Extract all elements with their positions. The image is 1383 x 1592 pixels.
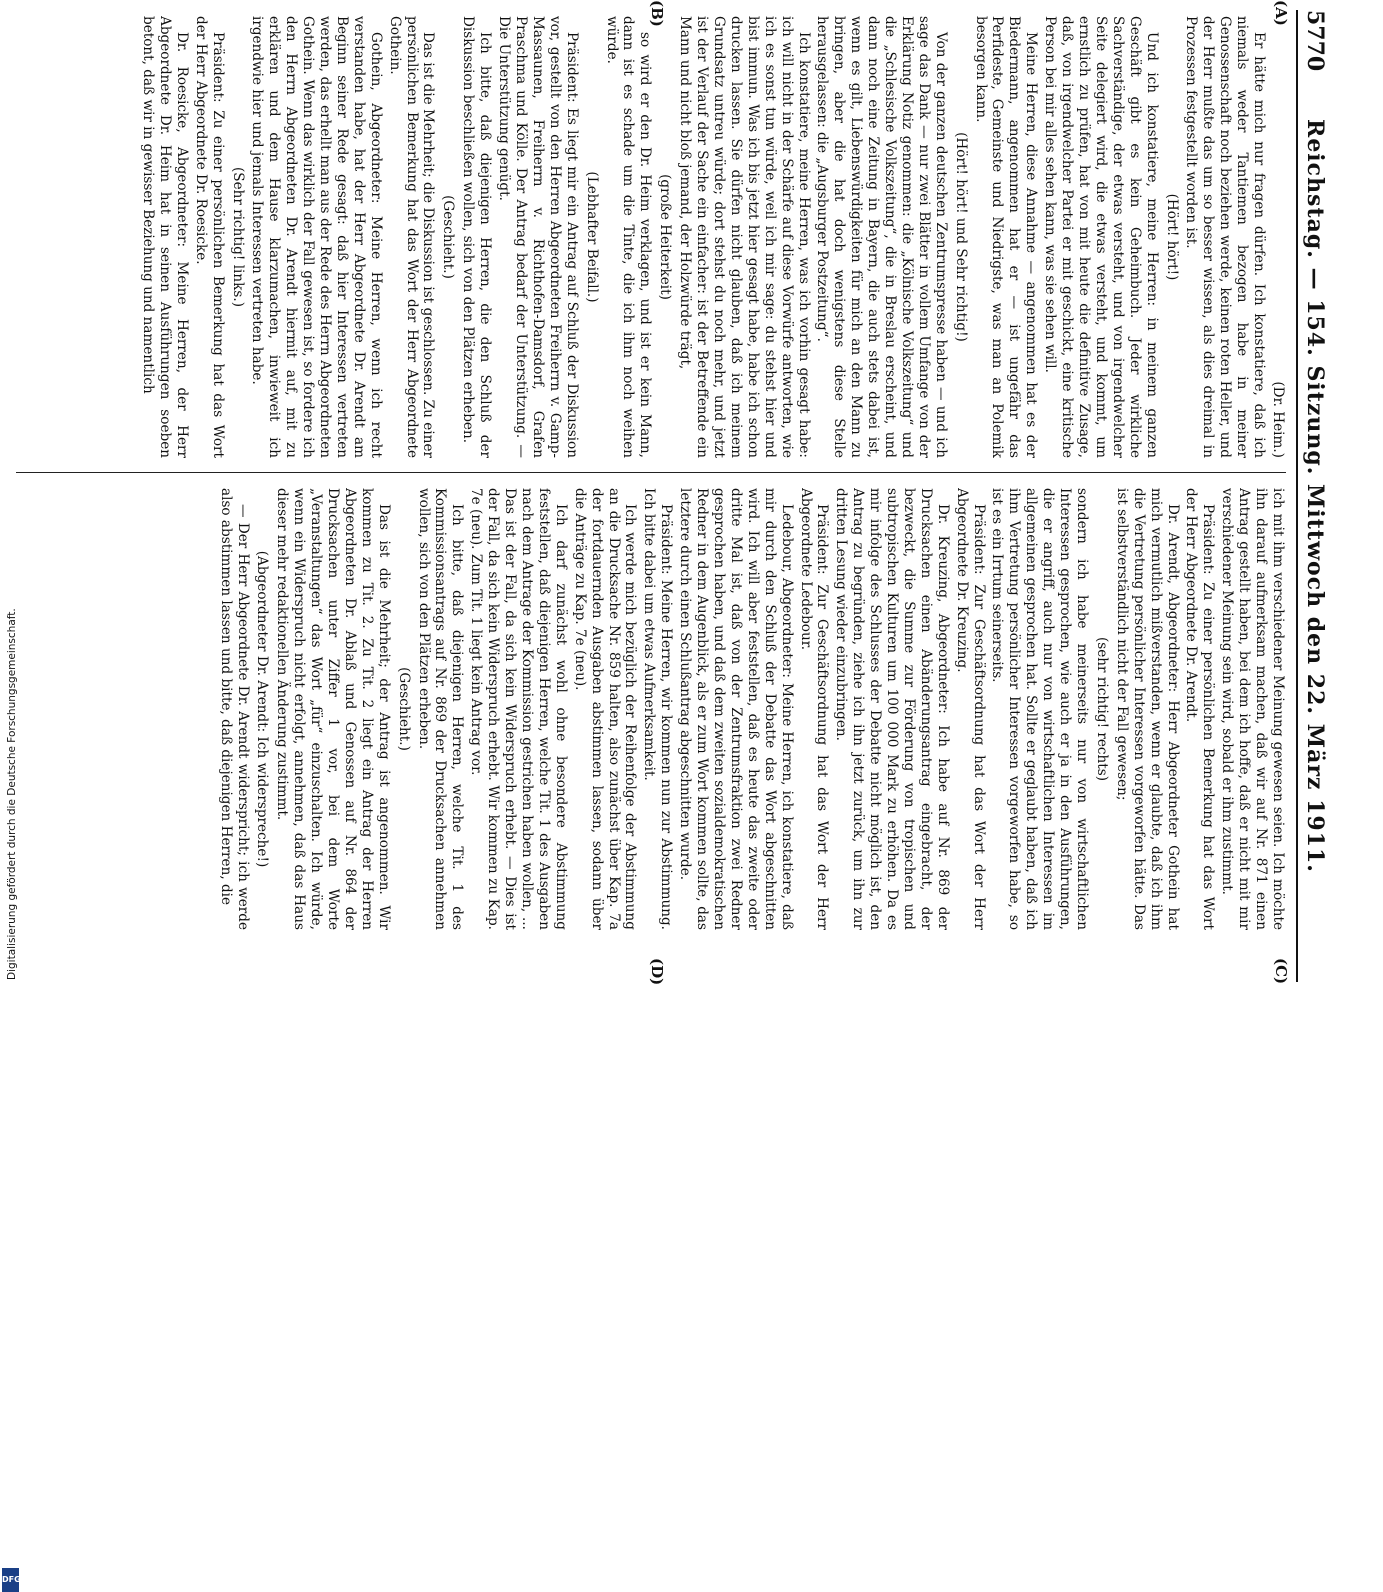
paragraph: Präsident: Zu einer persönlichen Bemerkung hat das Wort der Herr Abgeordnete Dr. Roesicke. [192, 16, 226, 458]
paragraph: Dr. Kreuzing, Abgeordneter: Ich habe auf Nr. 869 der Drucksachen einen Abänderungsantrag eingebracht, der bezweckt, die Summe zur Förderung von tropischen und subtropischen Kulturen um 100 000 Mark zu erhöhen. Da es mir infolge des Schlusses der Debatte nicht möglich ist, den Antrag zu begründen, ziehe ich ihn jetzt zurück, um ihn zur dritten Lesung wieder einzubringen. [833, 488, 951, 930]
digitization-credit [2, 600, 22, 1584]
paragraph: Dr. Roesicke, Abgeordneter: Meine Herren, der Herr Abgeordnete Dr. Heim hat in seinen Ausführungen soeben betont, daß wir in gewisser Beziehung und namentlich [140, 16, 190, 458]
interjection: (Geschieht.) [395, 667, 412, 751]
paragraph: Präsident: Zur Geschäftsordnung hat das Wort der Herr Abgeordnete Ledebour. [797, 488, 831, 930]
interjection: (Hört! hört!) [1163, 193, 1180, 281]
margin-marker-d: (D) [648, 958, 666, 986]
interjection: (große Heiterkeit) [657, 174, 674, 300]
paragraph: Und ich konstatiere, meine Herren: in meinem ganzen Geschäft gibt es kein Geheimbuch. Jeder wirkliche Sachverständige, der etwas versteht, und von irgendwelcher Seite delegiert wird, die etwas versteht, und kommt, um ernstlich zu prüfen, hat von mit heute die definitive Zusage, daß, von irgendwelcher Partei er mit geschickt, eine kritische Person bei mir alles sehen kann, was sie sehen will. [1042, 16, 1160, 458]
paragraph: Das ist die Mehrheit; die Diskussion ist geschlossen. Zu einer persönlichen Bemerkung hat das Wort der Herr Abgeordnete Gothein. [386, 16, 437, 458]
interjection: (Hört! hört! und Sehr richtig!) [952, 132, 969, 342]
paragraph: Ich konstatiere, meine Herren, was ich vorhin gesagt habe: ich will nicht in der Schärfe auf diese Vorwürfe antworten, wie ich es sonst tun würde, weil ich mir sage: du stehst hier und bist immun. Was ich bis jetzt hier gesagt habe, habe ich schon drucken lassen. Sie dürfen nicht glauben, daß ich meinem Grundsatz untreu würde; dort stehst du noch mehr, und jetzt ist der Verlauf der Sache ein einfacher: ist der Betreffende ein Mann und nicht bloß jemand, der Holzwürde trägt, [677, 16, 812, 458]
paragraph: Von der ganzen deutschen Zentrumspresse haben — und ich sage das Dank — nur zwei Blätter in vollem Umfange von der Erklärung Notiz genommen: die „Kölnische Volkszeitung“ und die „Schlesische Volkszeitung“, die in Breslau erscheint, und dann noch eine Zeitung in Bayern, die auch stets dabei ist, wenn es gilt, Liebenswürdigkeiten für mich an den Mann zu bringen, aber die hat doch wenigstens diese Stelle herausgelassen: die „Augsburger Postzeitung“. [814, 16, 949, 458]
paragraph: so wird er den Dr. Heim verklagen, und ist er kein Mann, dann ist es schade um die Tinte, die ich ihm noch weihen würde. [603, 16, 654, 458]
interjection: (sehr richtig! rechts) [1093, 636, 1110, 782]
paragraph: Präsident: Zu einer persönlichen Bemerkung hat das Wort der Herr Abgeordnete Dr. Arendt. [1183, 488, 1217, 930]
paragraph: Er hätte mich nur fragen dürfen. Ich konstatiere, daß ich niemals weder Tantiemen bezogen habe in meiner Genossenschaft noch beziehen werde, keinen roten Heller, und der Herr mußte das um so besser wissen, als dies dreimal in Prozessen festgestellt worden ist. [1183, 16, 1268, 458]
paragraph: Ich bitte, daß diejenigen Herren, welche Tit. 1 des Kommissionsantrags auf Nr. 869 der Drucksachen annehmen wollen, sich von den Plätzen erheben. [415, 488, 466, 930]
page-header [1296, 10, 1332, 982]
margin-marker-a: (A) [1272, 0, 1290, 26]
interjection: (Geschieht.) [440, 195, 457, 279]
margin-marker-b: (B) [648, 0, 666, 27]
dfg-logo: DFG [2, 1568, 19, 1592]
page-number: 5770 [1302, 10, 1328, 72]
paragraph: ich mit ihm verschiedener Meinung gewesen seien. Ich möchte ihn darauf aufmerksam machen, daß wir auf Nr. 871 einen Antrag gestellt haben, bei dem ich hoffe, daß er nicht mit mir verschiedener Meinung sein wird, sobald er ihm zustimmt. [1219, 488, 1286, 930]
interjection: (Lebhafter Beifall.) [583, 171, 600, 303]
margin-marker-c: (C) [1272, 958, 1290, 985]
paragraph: Ich darf zunächst wohl ohne besondere Abstimmung feststellen, daß diejenigen Herren, welche Tit. 1 des Ausgaben nach dem Antrage der Kommission gestrichen haben wollen, ... Das ist der Fall, da sich kein Widerspruch erhebt. — Dies ist der Fall, da sich kein Widerspruch erhebt. Wir kommen zu Kap. 7e (neu). Zum Tit. 1 liegt kein Antrag vor. [468, 488, 569, 930]
paragraph: — Der Herr Abgeordnete Dr. Arendt widerspricht; ich werde also abstimmen lassen und bitte, daß diejenigen Herren, die [217, 488, 251, 930]
paragraph: Präsident: Es liegt mir ein Antrag auf Schluß der Diskussion vor, gestellt von den Herren Abgeordneten Freiherrn v. Gamp-Massaunen, Freiherrn v. Richthofen-Damsdorf, Grafen Praschma und Kölle. Der Antrag bedarf der Unterstützung. — Die Unterstützung genügt. [496, 16, 580, 458]
paragraph: Ich werde mich bezüglich der Reihenfolge der Abstimmung an die Drucksache Nr. 859 halten, also zunächst über Kap. 7a der fortdauernden Ausgaben abstimmen lassen, sodann über die Anträge zu Kap. 7e (neu). [571, 488, 639, 930]
right-text-column [16, 488, 1286, 930]
credit-text: Digitalisierung gefördert durch die Deutsche Forschungsgemeinschaft. [6, 608, 18, 980]
left-text-column [16, 16, 1286, 458]
interjection: (Abgeordneter Dr. Arendt: Ich widerspreche!) [254, 550, 271, 868]
paragraph: sondern ich habe meinerseits nur von wirtschaftlichen Interessen gesprochen, wie auch er ja in den Ausführungen, die er angriff, auch nur von wirtschaftlichen Interessen im allgemeinen gesprochen hat. Sollte er geglaubt haben, daß ich ihm Vertretung persönlicher Interessen vorgeworfen habe, so ist es ein Irrtum seinerseits. [989, 488, 1091, 930]
paragraph: Ledebour, Abgeordneter: Meine Herren, ich konstatiere, daß mir durch den Schluß der Debatte das Wort abgeschnitten wird. Ich will aber feststellen, daß es heute das zweite oder dritte Mal ist, daß von der Zentrumsfraktion zwei Redner gesprochen haben, und daß dem zweiten sozialdemokratischen Redner in dem Augenblick, als er zum Wort kommen sollte, das letztere durch einen Schlußantrag abgeschnitten wurde. [677, 488, 795, 930]
paragraph: Meine Herren, diese Annahme — angenommen hat es der Biedermann, angenommen hat er — ist ungefähr das Perfideste, Gemeinste und Niedrigste, was man an Polemik besorgen kann. [972, 16, 1040, 458]
paragraph: Präsident: Meine Herren, wir kommen nun zur Abstimmung. Ich bitte dabei um etwas Aufmerksamkeit. [641, 488, 675, 930]
paragraph: Das ist die Mehrheit; der Antrag ist angenommen. Wir kommen zu Tit. 2. Zu Tit. 2 liegt ein Antrag der Herren Abgeordneten Dr. Ablaß und Genossen auf Nr. 864 der Drucksachen unter Ziffer 1 vor, bei dem Worte „Veranstaltungen“ das Wort „für“ einzuschalten. Ich würde, wenn ein Widerspruch nicht erfolgt, annehmen, daß das Haus dieser mehr redaktionellen Änderung zustimmt. [274, 488, 392, 930]
paragraph: (Dr. Heim.) [1270, 381, 1286, 458]
paragraph: Ich bitte, daß diejenigen Herren, die den Schluß der Diskussion beschließen wollen, sich von den Plätzen erheben. [460, 16, 494, 458]
column-divider [16, 472, 1286, 473]
paragraph: Dr. Arendt, Abgeordneter: Herr Abgeordneter Gothein hat mich vermutlich mißverstanden, wenn er glaubte, daß ich ihm die Vertretung persönlicher Interessen vorgeworfen hätte. Das ist selbstverständlich nicht der Fall gewesen; [1113, 488, 1181, 930]
page-title: Reichstag. — 154. Sitzung. Mittwoch den 22. März 1911. [1302, 119, 1328, 873]
interjection: (Sehr richtig! links.) [229, 166, 246, 308]
paragraph: Präsident: Zur Geschäftsordnung hat das Wort der Herr Abgeordnete Dr. Kreuzing. [953, 488, 987, 930]
paragraph: Gothein, Abgeordneter: Meine Herren, wenn ich recht verstanden habe, hat der Herr Abgeordnete Dr. Arendt am Beginn seiner Rede gesagt: daß hier Interessen vertreten werden, das erhellt man aus der Rede des Herrn Abgeordneten Gothein. Wenn das wirklich der Fall gewesen ist, so fordere ich den Herrn Abgeordneten Dr. Arendt hiermit auf, mit zu erklären und dem Hause klarzumachen, inwieweit ich irgendwie hier und jemals Interessen vertreten habe. [249, 16, 384, 458]
